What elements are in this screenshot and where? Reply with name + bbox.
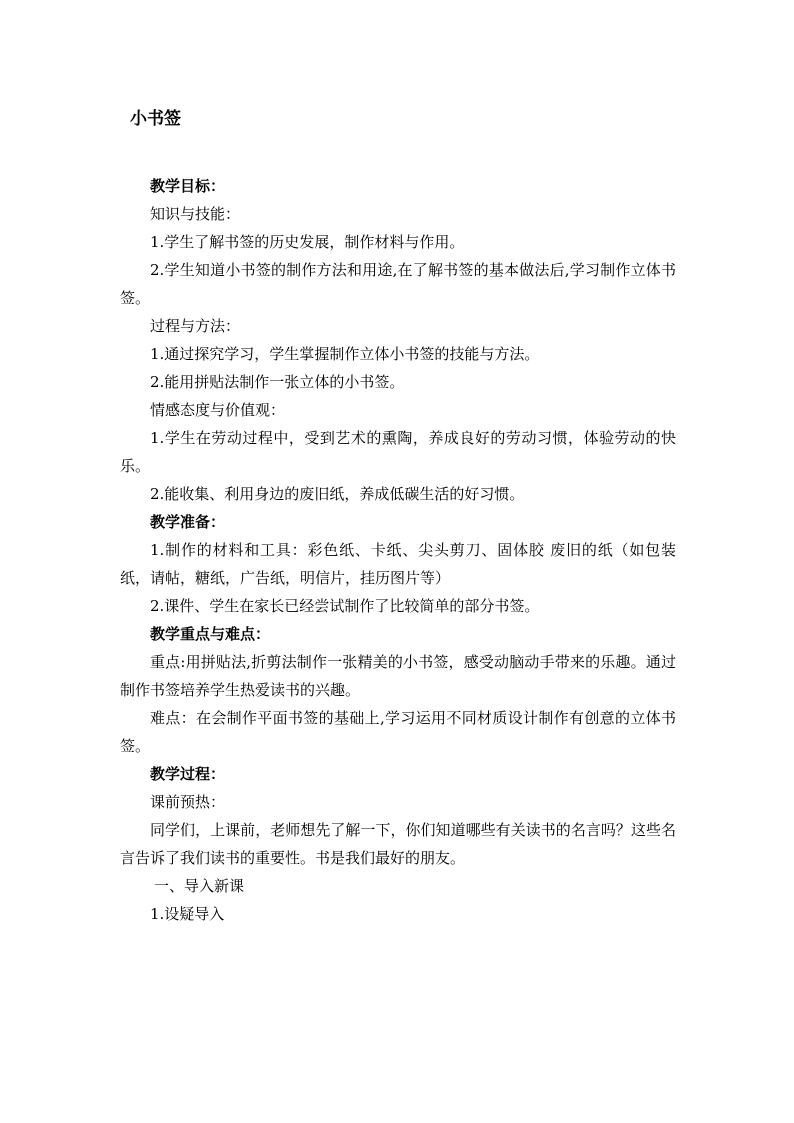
paragraph: 知识与技能： (150, 205, 241, 223)
paragraph: 2.能收集、利用身边的废旧纸，养成低碳生活的好习惯。 (150, 485, 525, 503)
document-title: 小书签 (130, 109, 181, 129)
document-body (120, 172, 676, 928)
paragraph: 难点：在会制作平面书签的基础上,学习运用不同材质设计制作有创意的立体书签。 (120, 709, 676, 755)
paragraph: 1.学生在劳动过程中，受到艺术的熏陶，养成良好的劳动习惯，体验劳动的快乐。 (120, 429, 676, 475)
paragraph: 2.学生知道小书签的制作方法和用途,在了解书签的基本做法后,学习制作立体书签。 (120, 261, 676, 307)
paragraph: 课前预热： (150, 793, 226, 811)
paragraph: 2.能用拼贴法制作一张立体的小书签。 (150, 373, 405, 391)
section-heading: 教学准备： (150, 513, 226, 531)
paragraph: 一、导入新课 (154, 877, 245, 895)
paragraph: 情感态度与价值观： (150, 401, 286, 419)
section-heading: 教学目标： (150, 177, 226, 195)
paragraph: 同学们，上课前，老师想先了解一下，你们知道哪些有关读书的名言吗？这些名言告诉了我们读书的重要性。书是我们最好的朋友。 (120, 821, 676, 867)
section-heading: 教学重点与难点： (150, 625, 271, 643)
paragraph: 1.学生了解书签的历史发展，制作材料与作用。 (150, 233, 465, 251)
paragraph: 1.设疑导入 (150, 905, 225, 923)
paragraph: 1.制作的材料和工具：彩色纸、卡纸、尖头剪刀、固体胶 废旧的纸（如包装纸，请帖，糖纸，广告纸，明信片，挂历图片等） (120, 541, 676, 587)
section-heading: 教学过程： (150, 765, 226, 783)
paragraph: 1.通过探究学习，学生掌握制作立体小书签的技能与方法。 (150, 345, 540, 363)
paragraph: 重点:用拼贴法,折剪法制作一张精美的小书签，感受动脑动手带来的乐趣。通过制作书签培养学生热爱读书的兴趣。 (120, 653, 676, 699)
paragraph: 2.课件、学生在家长已经尝试制作了比较简单的部分书签。 (150, 597, 540, 615)
paragraph: 过程与方法： (150, 317, 241, 335)
